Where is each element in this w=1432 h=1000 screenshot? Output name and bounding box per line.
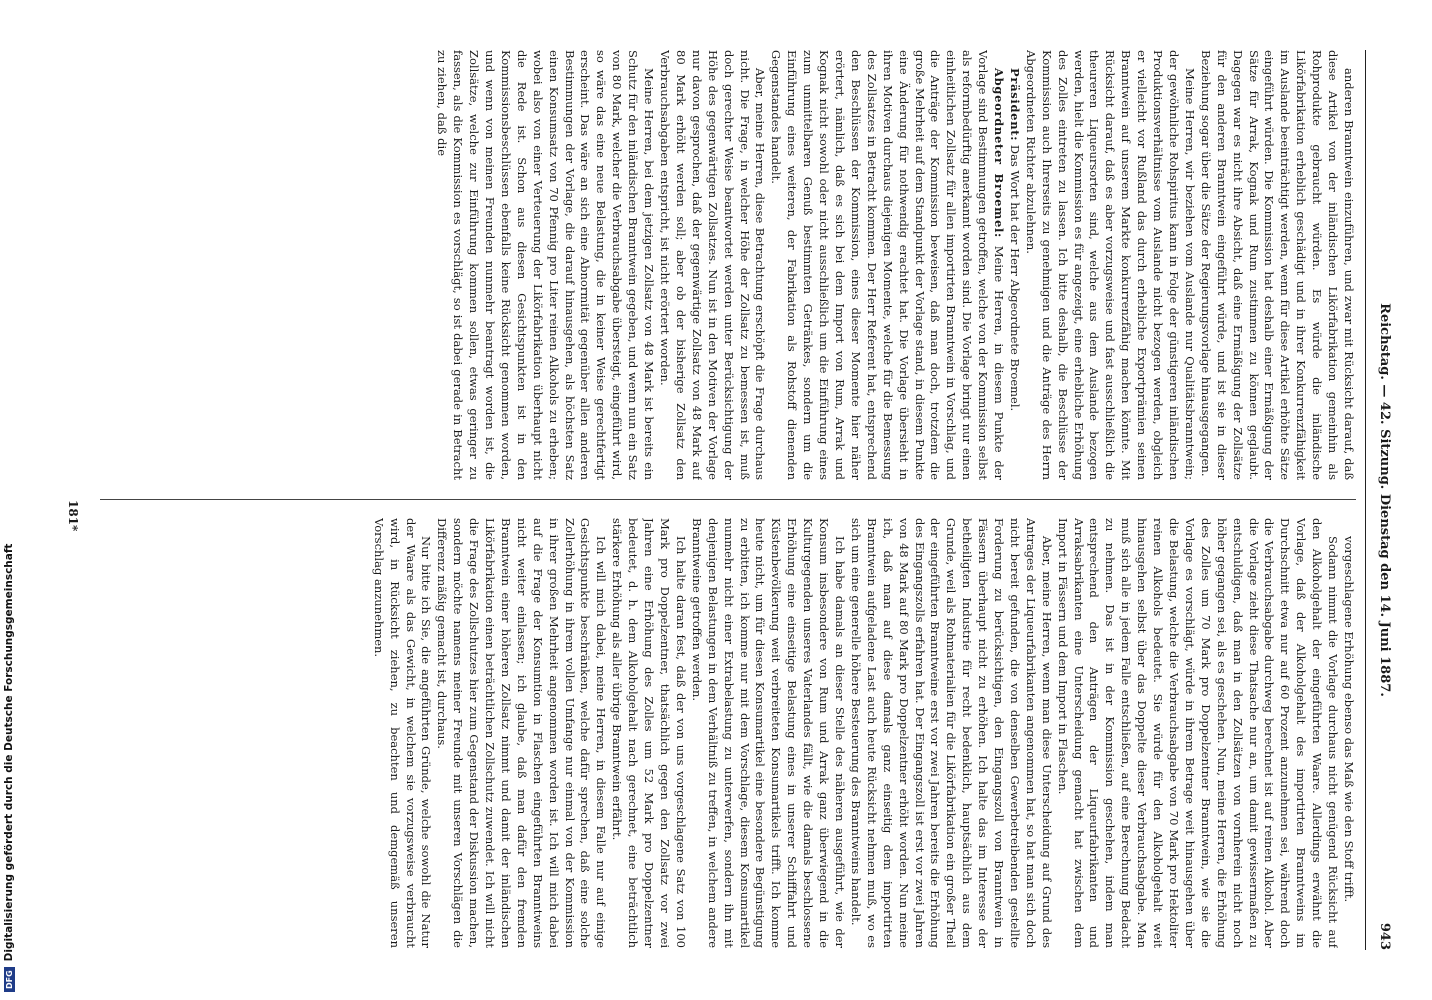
left-text-column bbox=[100, 50, 1356, 480]
document-page bbox=[60, 40, 1400, 960]
paragraph bbox=[1197, 50, 1356, 480]
paragraph-text: Aber, meine Herren, wenn man diese Unterscheidung auf Grund des Antrages der Liqueurfabrikanten angenommen hat, so hat man sich doch nicht bereit gefunden, die von denselben Gewerbetreibenden gestellte Forderung zu berücksichtigen, den Eingangszoll von Branntwein in Fässern überhaupt nicht zu erhöhen. Ich halte das im Interesse der betheiligten Industrie für recht bedenklich, hauptsächlich aus dem Grunde, weil als Rohmaterialien für die Likörfabrikation ein großer Theil der eingeführten Branntweine erst vor zwei Jahren bereits die Erhöhung des Eingangszolls erfahren hat. Der Eingangszoll ist erst vor zwei Jahren von 48 Mark auf 80 Mark pro Doppelzentner erhöht worden. Nun meine ich, daß man auf diese damals ganz einseitig dem importirten Branntwein aufgeladene Last auch heute Rücksicht nehmen muß, wo es sich um eine generelle höhere Besteuerung des Branntweins handelt. bbox=[848, 518, 1054, 948]
column-divider bbox=[100, 499, 1356, 500]
paragraph bbox=[1006, 50, 1022, 480]
paragraph bbox=[1340, 518, 1356, 948]
paragraph bbox=[433, 518, 608, 948]
paragraph bbox=[767, 50, 1006, 480]
paragraph bbox=[1022, 50, 1197, 480]
paragraph-text: Ich halte daran fest, daß der von uns vorgeschlagene Satz von 100 Mark pro Doppelzentner, thatsächlich gegen den Zollsatz vor zwei Jahren eine Erhöhung des Zolles um 52 Mark pro Doppelzentner bedeutet, d. h. dem Alkoholgehalt nach gerechnet, eine beträchtlich stärkere Erhöhung als aller übrige Branntwein erfährt. bbox=[610, 518, 688, 948]
paragraph bbox=[433, 50, 656, 480]
funding-note-text: Digitalisierung gefördert durch die Deutsche Forschungsgemeinschaft bbox=[3, 543, 15, 962]
paragraph-text: Meine Herren, bei dem jetzigen Zollsatz von 48 Mark ist bereits ein Schutz für den inländischen Branntwein gegeben, und wenn nun ein Satz von 80 Mark, welcher die Verbrauchsabgabe übersteigt, eingeführt wird, so wäre das eine neue Belastung, die in keiner Weise gerechtfertigt erscheint. Das wäre an sich eine Abnormität gegenüber allen anderen Bestimmungen der Vorlage, die darauf hinausgehen, als höchsten Satz einen Konsumsatz von 70 Pfennig pro Liter reinen Alkohols zu erheben; wobei also von einer Verteuerung der Likörfabrikation überhaupt nicht die Rede ist. Schon aus diesen Gesichtspunkten ist in den Kommissionsbeschlüssen ebenfalls keine Rücksicht genommen worden, und wenn von meinen Freunden nunmehr beantragt worden ist, die Zollsätze, welche zur Einführung kommen sollen, etwas geringer zu fassen, als die Kommission es vorschlägt, so ist dabei gerade in Betracht zu ziehen, daß die bbox=[435, 50, 657, 480]
dfg-logo: DFG bbox=[4, 967, 15, 992]
paragraph bbox=[688, 518, 847, 948]
paragraph bbox=[1054, 518, 1340, 948]
paragraph-text: Ich will mich dabei, meine Herren, in diesem Falle nur auf einige Gesichtspunkte beschränken, welche dafür sprechen, daß eine solche Zollerhöhung in ihrem vollen Umfange nur einmal von der Kommission in ihrer großen Mehrheit angenommen worden ist. Ich will mich dabei auf die Frage der Konsumtion in Flaschen eingeführten Branntweins nicht weiter einlassen; ich glaube, daß man dafür den fremden Branntwein einer höheren Zollsatz nimmt und damit der inländischen Likörfabrikation einen beträchtlichen Zollschutz zuwendet. Ich will nicht die Frage des Zollschutzes hier zum Gegenstand der Diskussion machen, sondern möchte namens meiner Freunde mit unseren Vorschlägen die Differenz mäßig gemacht ist, durchaus. bbox=[435, 518, 609, 948]
paragraph-text: vorgeschlagene Erhöhung ebenso das Maß wie den Stoff trifft. bbox=[1342, 536, 1356, 903]
paragraph-text: Meine Herren, in diesem Punkte der Vorlage sind Bestimmungen getroffen, welche von der Kommission selbst als reformbedürftig anerkannt worden sind. Die Vorlage bringt nur einen einheitlichen Zollsatz für allen importirten Branntwein in Vorschlag, und die Anträge der Kommission beweisen, daß man doch, trotzdem die große Mehrheit auf dem Standpunkt der Vorlage stand, in diesem Punkte eine Änderung für nothwendig erachtet hat. Die Vorlage übersieht in ihren Motiven durchaus diejenigen Momente, welche für die Bemessung des Zollsatzes in Betracht kommen. Der Herr Referent hat, entsprechend den Beschlüssen der Kommission, eines dieser Momente hier näher erörtert, nämlich, daß es sich bei dem Import von Rum, Arrak und Kognak nicht sowohl oder nicht ausschließlich um die Einführung eines zum unmittelbaren Genuß bestimmten Getränkes, sondern um die Einführung eines weiteren, der Fabrikation als Rohstoff dienenden Gegenstandes handelt. bbox=[769, 50, 1007, 480]
paragraph-text: Sodann nimmt die Vorlage durchaus nicht genügend Rücksicht auf den Alkoholgehalt der eingeführten Waare. Allerdings erwähnt die Vorlage, daß der Alkoholgehalt des importirten Branntweins im Durchschnitt etwa nur auf 60 Prozent anzunehmen sei, während doch die Verbrauchsabgabe durchweg berechnet ist auf reinen Alkohol. Aber die Vorlage zieht diese Thatsache nur an, um damit gewissermaßen zu entschuldigen, daß man in den Zollsätzen von vornherein nicht noch höher gegangen sei, als es geschehen. Nun, meine Herren, die Erhöhung des Zolles um 70 Mark pro Doppelzentner Branntwein, wie sie die Vorlage es vorschlägt, würde in ihrem Betrage weit hinausgehen über die Belastung, welche die Verbrauchsabgabe von 70 Mark pro Hektoliter reinen Alkohols bedeutet. Sie würde für den Alkoholgehalt weit hinausgehen selbst über das Doppelte dieser Verbrauchsabgabe. Man muß sich alle in jedem Falle entschließen, auf eine Berechnung Bedacht zu nehmen. Das ist in der Kommission geschehen, indem man entsprechend den Anträgen der Liqueurfabrikanten und Arraksabrikanten eine Unterscheidung gemacht hat zwischen dem Import in Fässern und dem Import in Flaschen. bbox=[1055, 518, 1341, 948]
paragraph-text: anderen Branntwein einzuführen, und zwar mit Rücksicht darauf, daß diese Artikel von der inländischen Likörfabrikation gemeinhin als Rohprodukte gebraucht würden. Es würde die inländische Likörfabrikation erheblich geschädigt und in ihrer Konkurrenzfähigkeit im Auslande beeinträchtigt werden, wenn für diese Artikel erhöhte Sätze eingeführt würden. Die Kommission hat deshalb einer Ermäßigung der Sätze für Arrak, Kognak und Rum zustimmen zu können geglaubt. Dagegen war es nicht ihre Absicht, daß eine Ermäßigung der Zollsätze für den anderen Branntwein eingeführt würde, und ist sie in dieser Beziehung sogar über die Sätze der Regierungsvorlage hinausgegangen. bbox=[1198, 50, 1356, 480]
paragraph-text: Nur bitte ich Sie, die angeführten Gründe, welche sowohl die Natur der Waare als das Gewicht, in welchem sie vorzugsweise verbraucht wird, in Rücksicht ziehen, zu beachten und demgemäß unseren Vorschlag anzunehmen. bbox=[371, 518, 434, 948]
paragraph-text: Das Wort hat der Herr Abgeordnete Broemel. bbox=[1007, 144, 1022, 412]
funding-note bbox=[2, 0, 16, 1000]
paragraph-text: Aber, meine Herren, diese Betrachtung erschöpft die Frage durchaus nicht. Die Frage, in welcher Höhe der Zollsatz zu bemessen ist, muß doch gerechter Weise beantwortet werden unter Berücksichtigung der Höhe des gegenwärtigen Zollsatzes. Nun ist in den Motiven der Vorlage nur davon gesprochen, daß der gegenwärtige Zollsatz von 48 Mark auf 80 Mark erhöht werden soll; aber ob der bisherige Zollsatz den Verbrauchsabgaben entspricht, ist nicht erörtert worden. bbox=[658, 50, 768, 480]
header-page-number: 943 bbox=[1377, 922, 1392, 950]
page-header bbox=[1370, 50, 1392, 950]
speaker-name: Abgeordneter Broemel: bbox=[992, 68, 1007, 238]
right-text-column bbox=[100, 518, 1356, 948]
header-rule bbox=[1365, 50, 1366, 950]
speaker-name: Präsident: bbox=[1007, 68, 1022, 142]
paragraph bbox=[370, 518, 434, 948]
header-title: Reichstag. — 42. Sitzung. Dienstag den 14. Juni 1887. bbox=[1377, 303, 1392, 697]
paragraph-text: Ich habe damals an dieser Stelle des näheren ausgeführt, wie der Konsum insbesondere von Rum und Arrak ganz überwiegend in die Kulturgegenden unseres Vaterlandes fällt, wie die damals beschlossene Erhöhung eine einseitige Belastung eines in unserer Schifffahrt und Küstenbevölkerung weit verbreiteten Konsumartikels trifft. Ich komme heute nicht, um für diesen Konsumartikel eine besondere Begünstigung zu erbitten, ich komme nur mit dem Vorschlage, diesem Konsumartikel nunmehr nicht einer Extrabelastung zu unterwerfen, sondern ihn mit denjenigen Belastungen in dem Verhältniß zu treffen, in welchem andere Branntweine getroffen werden. bbox=[689, 518, 847, 948]
paragraph bbox=[847, 518, 1054, 948]
paragraph-text: Meine Herren, wir beziehen vom Auslande nur Qualitätsbranntwein; der gewöhnliche Rohspiritus kann in Folge der günstigeren inländischen Produktionsverhältnisse vom Auslande nicht bezogen werden, obgleich er vielleicht vor Rußland das durch erhebliche Exportprämien seinen Branntwein auf unserem Markte konkurrenzfähig machen könnte. Mit Rücksicht darauf, daß es aber vorzugsweise und fast ausschließlich die theureren Liqueursorten sind, welche aus dem Auslande bezogen werden, hielt die Kommission es für angezeigt, eine erhebliche Erhöhung des Zolles eintreten zu lassen. Ich bitte deshalb, die Beschlüsse der Kommission auch Ihrerseits zu genehmigen und die Anträge des Herrn Abgeordneten Richter abzulehnen. bbox=[1023, 50, 1197, 480]
paragraph bbox=[656, 50, 767, 480]
signature-mark: 181* bbox=[66, 500, 80, 532]
paragraph bbox=[608, 518, 688, 948]
